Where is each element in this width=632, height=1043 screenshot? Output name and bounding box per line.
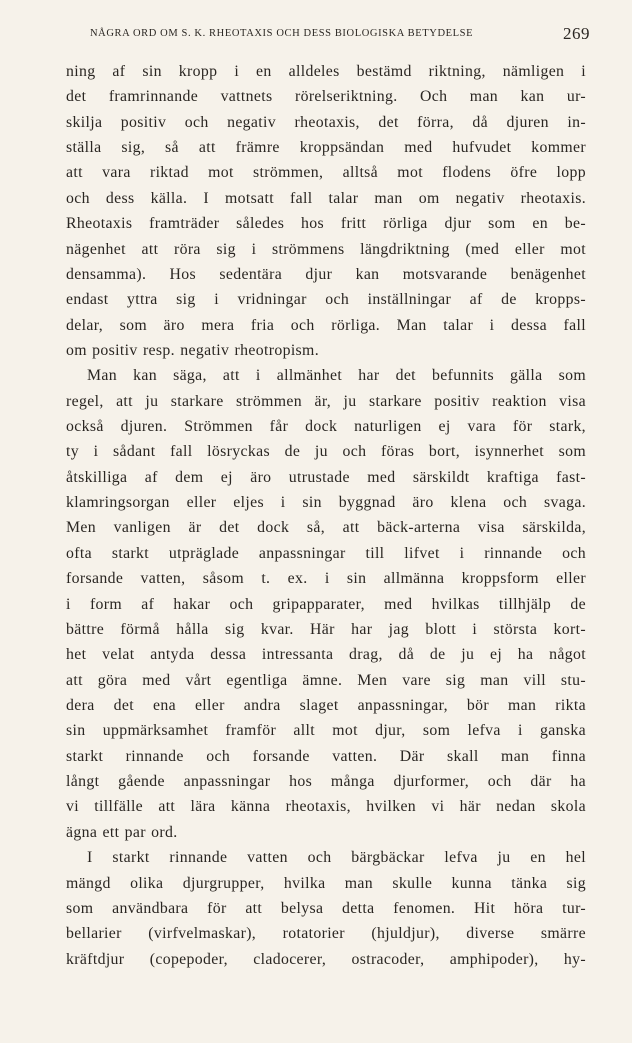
- paragraph-start-line: Man kan säga, att i allmänhet har det befunnits gälla som: [87, 367, 586, 385]
- text-line: klamringsorgan eller eljes i sin byggnad äro klena och svaga.: [66, 494, 586, 512]
- text-line: het velat antyda dessa intressanta drag, då de ju ej ha något: [66, 646, 586, 664]
- paragraph-start-line: I starkt rinnande vatten och bärgbäckar lefva ju en hel: [87, 849, 586, 867]
- text-line: bellarier (virfvelmaskar), rotatorier (hjuldjur), diverse smärre: [66, 925, 586, 943]
- text-line: regel, att ju starkare strömmen är, ju starkare positiv reaktion visa: [66, 392, 586, 410]
- paragraph-end-line: ägna ett par ord.: [66, 823, 178, 841]
- text-line: också djuren. Strömmen får dock naturligen ej vara för stark,: [66, 418, 586, 436]
- text-line: Rheotaxis framträder således hos fritt rörliga djur som en be-: [66, 215, 586, 233]
- text-line: densamma). Hos sedentära djur kan motsvarande benägenhet: [66, 265, 586, 283]
- running-title: NÅGRA ORD OM S. K. RHEOTAXIS OCH DESS BIOLOGISKA BETYDELSE: [90, 28, 474, 39]
- paragraph-end-line: om positiv resp. negativ rheotropism.: [66, 341, 319, 359]
- page-number: 269: [563, 24, 590, 43]
- text-line: som användbara för att belysa detta fenomen. Hit höra tur-: [66, 899, 586, 917]
- text-line: dera det ena eller andra slaget anpassningar, bör man rikta: [66, 696, 586, 714]
- running-header: [70, 26, 590, 46]
- text-line: forsande vatten, såsom t. ex. i sin allmänna kroppsform eller: [66, 570, 586, 588]
- text-line: och dess källa. I motsatt fall talar man om negativ rheotaxis.: [66, 189, 586, 207]
- body-text: [66, 59, 586, 972]
- text-line: ofta starkt utpräglade anpassningar till lifvet i rinnande och: [66, 544, 586, 562]
- text-line: mängd olika djurgrupper, hvilka man skulle kunna tänka sig: [66, 874, 586, 892]
- text-line: bättre förmå hålla sig kvar. Här har jag blott i största kort-: [66, 620, 586, 638]
- text-line: långt gående anpassningar hos många djurformer, och där ha: [66, 773, 586, 791]
- text-line: ställa sig, så att främre kroppsändan med hufvudet kommer: [66, 139, 586, 157]
- text-line: kräftdjur (copepoder, cladocerer, ostracoder, amphipoder), hy-: [66, 950, 586, 968]
- text-line: nägenhet att röra sig i strömmens längdriktning (med eller mot: [66, 240, 586, 258]
- text-line: att göra med vårt egentliga ämne. Men vare sig man vill stu-: [66, 671, 586, 689]
- text-line: starkt rinnande och forsande vatten. Där skall man finna: [66, 747, 586, 765]
- text-line: sin uppmärksamhet framför allt mot djur, som lefva i ganska: [66, 722, 586, 740]
- text-line: att vara riktad mot strömmen, alltså mot flodens öfre lopp: [66, 164, 586, 182]
- text-line: skilja positiv och negativ rheotaxis, det förra, då djuren in-: [66, 113, 586, 131]
- text-line: åtskilliga af dem ej äro utrustade med särskildt kraftiga fast-: [66, 468, 586, 486]
- text-line: ning af sin kropp i en alldeles bestämd riktning, nämligen i: [66, 63, 586, 80]
- text-line: delar, som äro mera fria och rörliga. Man talar i dessa fall: [66, 316, 586, 334]
- text-line: det framrinnande vattnets rörelseriktning. Och man kan ur-: [66, 88, 586, 106]
- text-line: ty i sådant fall lösryckas de ju och föras bort, isynnerhet som: [66, 443, 586, 461]
- text-line: endast yttra sig i vridningar och inställningar af de kropps-: [66, 291, 586, 309]
- text-line: Men vanligen är det dock så, att bäck-arterna visa särskilda,: [66, 519, 586, 537]
- text-line: i form af hakar och gripapparater, med hvilkas tillhjälp de: [66, 595, 586, 613]
- text-line: vi tillfälle att lära känna rheotaxis, hvilken vi här nedan skola: [66, 798, 586, 816]
